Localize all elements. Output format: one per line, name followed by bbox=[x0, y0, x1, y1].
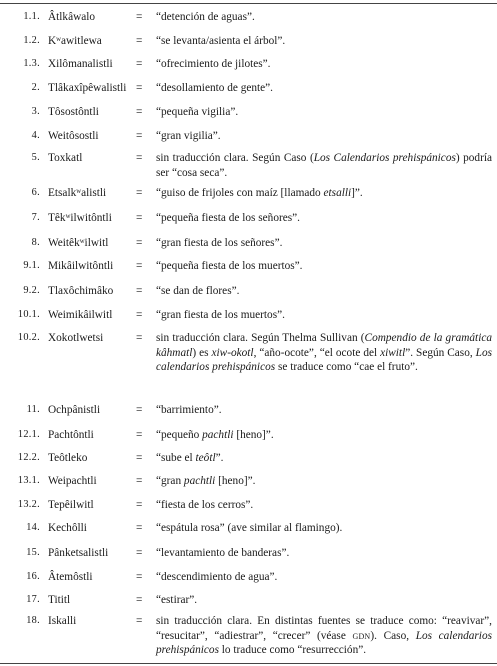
gloss-italic-segment: xiwitl bbox=[380, 346, 406, 359]
equals-sign: = bbox=[136, 452, 143, 464]
gloss-text bbox=[156, 403, 492, 418]
gloss-segment: , “año-ocote”, “el ocote del bbox=[253, 346, 381, 359]
entry-number: 16. bbox=[26, 571, 40, 582]
gloss-segment: “gran fiesta de los señores”. bbox=[156, 237, 283, 249]
nahuatl-term: Tititl bbox=[48, 594, 71, 606]
nahuatl-term: Pânketsalistli bbox=[48, 547, 109, 559]
gloss-text bbox=[156, 331, 492, 375]
nahuatl-term: Toxkatl bbox=[48, 152, 83, 164]
gloss-italic-segment: Compendio de la gramática kâhmatl bbox=[156, 332, 492, 359]
equals-sign: = bbox=[136, 475, 143, 487]
entry-number: 10.1. bbox=[17, 309, 40, 320]
gloss-segment: “pequeño bbox=[156, 429, 203, 441]
gloss-text bbox=[156, 129, 492, 144]
nahuatl-term: Iskalli bbox=[48, 615, 77, 627]
gloss-text bbox=[156, 186, 492, 201]
entry-number: 13.2. bbox=[17, 499, 40, 510]
equals-sign: = bbox=[136, 594, 143, 606]
entry-number: 9.1. bbox=[23, 260, 40, 271]
gloss-segment: “ofrecimiento de jilotes”. bbox=[156, 58, 271, 70]
gloss-segment: ). Caso, bbox=[370, 629, 416, 642]
equals-sign: = bbox=[136, 522, 143, 534]
gloss-segment: “estirar”. bbox=[156, 594, 198, 606]
equals-sign: = bbox=[136, 615, 143, 627]
equals-sign: = bbox=[136, 187, 143, 199]
gloss-text bbox=[156, 614, 492, 658]
gloss-segment: [heno]”. bbox=[215, 475, 256, 487]
gloss-segment: “levantamiento de banderas”. bbox=[156, 547, 290, 559]
gloss-text bbox=[156, 474, 492, 489]
equals-sign: = bbox=[136, 404, 143, 416]
equals-sign: = bbox=[136, 260, 143, 272]
gloss-segment: “fiesta de los cerros”. bbox=[156, 499, 254, 511]
entry-number: 7. bbox=[31, 212, 40, 223]
entry-number: 17. bbox=[26, 594, 40, 605]
gloss-text bbox=[156, 211, 492, 226]
entry-number: 18. bbox=[26, 615, 40, 626]
equals-sign: = bbox=[136, 237, 143, 249]
nahuatl-term: Kechôlli bbox=[48, 522, 87, 534]
nahuatl-term: Xokotlwetsi bbox=[48, 332, 104, 344]
nahuatl-term: Tepêilwitl bbox=[48, 499, 94, 511]
equals-sign: = bbox=[136, 82, 143, 94]
gloss-text bbox=[156, 284, 492, 299]
nahuatl-term: Teôtleko bbox=[48, 452, 88, 464]
gloss-segment: sin traducción clara. Según Thelma Sullivan ( bbox=[156, 332, 365, 344]
gloss-segment: “descendimiento de agua”. bbox=[156, 571, 278, 583]
gloss-segment: “espátula rosa” (ave similar al flamingo). bbox=[156, 522, 343, 534]
gloss-text bbox=[156, 57, 492, 72]
gloss-segment: [heno]”. bbox=[233, 429, 274, 441]
nahuatl-term: Kʷawitlewa bbox=[48, 35, 102, 47]
gloss-segment: ]”. bbox=[351, 187, 363, 199]
gloss-segment: “guiso de frijoles con maíz [llamado bbox=[156, 187, 324, 199]
gloss-segment: sin traducción clara. Según Caso ( bbox=[156, 152, 314, 164]
entry-number: 8. bbox=[31, 237, 40, 248]
nahuatl-term: Tlaxôchimâko bbox=[48, 285, 114, 297]
entry-number: 3. bbox=[31, 106, 40, 117]
gloss-segment: ”. bbox=[215, 452, 224, 464]
nahuatl-term: Mikâilwitôntli bbox=[48, 260, 114, 272]
equals-sign: = bbox=[136, 547, 143, 559]
nahuatl-term: Têkʷilwitôntli bbox=[48, 212, 112, 224]
bottom-rule bbox=[0, 663, 497, 664]
top-rule bbox=[0, 3, 497, 4]
gloss-segment: “se levanta/asienta el árbol”. bbox=[156, 35, 286, 47]
gloss-segment: se traduce como “cae el fruto”. bbox=[275, 361, 418, 373]
nahuatl-term: Weitêkʷilwitl bbox=[48, 237, 109, 249]
gloss-text bbox=[156, 546, 492, 561]
gloss-text bbox=[156, 570, 492, 585]
gloss-italic-segment: teôtl bbox=[195, 452, 216, 464]
gloss-segment: “desollamiento de gente”. bbox=[156, 82, 274, 94]
gloss-segment: “pequeña fiesta de los muertos”. bbox=[156, 260, 303, 272]
equals-sign: = bbox=[136, 152, 143, 164]
gloss-segment: “barrimiento”. bbox=[156, 404, 222, 416]
nahuatl-term: Âtemôstli bbox=[48, 571, 93, 583]
entry-number: 11. bbox=[26, 404, 40, 415]
gloss-text bbox=[156, 259, 492, 274]
entry-number: 12.2. bbox=[17, 452, 40, 463]
gloss-segment: ) es bbox=[192, 346, 212, 359]
gloss-text bbox=[156, 521, 492, 536]
equals-sign: = bbox=[136, 571, 143, 583]
gloss-text bbox=[156, 10, 492, 25]
entry-number: 13.1. bbox=[17, 475, 40, 486]
gloss-segment: “gran vigilia”. bbox=[156, 130, 221, 142]
nahuatl-term: Tlâkaxîpêwalistli bbox=[48, 82, 127, 94]
nahuatl-term: Weimikâilwitl bbox=[48, 309, 113, 321]
entry-number: 9.2. bbox=[23, 285, 40, 296]
gloss-italic-segment: pachtli bbox=[183, 475, 216, 487]
gloss-segment: “gran bbox=[156, 475, 184, 487]
equals-sign: = bbox=[136, 130, 143, 142]
entry-number: 15. bbox=[26, 547, 40, 558]
nahuatl-term: Xilômanalistli bbox=[48, 58, 113, 70]
equals-sign: = bbox=[136, 58, 143, 70]
gloss-segment: lo traduce como “resurrección”. bbox=[218, 644, 367, 656]
gloss-text bbox=[156, 151, 492, 180]
gloss-segment: “sube el bbox=[156, 452, 196, 464]
gloss-segment: sin traducción clara. En distintas fuentes se traduce como: “reavivar”, “resucitar”, “adiestrar”, “crecer” (véase bbox=[156, 615, 492, 642]
gloss-text bbox=[156, 34, 492, 49]
equals-sign: = bbox=[136, 106, 143, 118]
gloss-italic-segment: xiw-okotl bbox=[211, 346, 254, 359]
gloss-text bbox=[156, 593, 492, 608]
equals-sign: = bbox=[136, 285, 143, 297]
nahuatl-term: Weitôsostli bbox=[48, 130, 99, 142]
equals-sign: = bbox=[136, 11, 143, 23]
equals-sign: = bbox=[136, 35, 143, 47]
entry-number: 1.2. bbox=[23, 35, 40, 46]
entry-number: 4. bbox=[31, 130, 40, 141]
entry-number: 6. bbox=[31, 187, 40, 198]
gloss-italic-segment: Los calendarios prehispánicos bbox=[156, 629, 492, 656]
gloss-segment: “pequeña fiesta de los señores”. bbox=[156, 212, 300, 224]
gloss-text bbox=[156, 105, 492, 120]
entry-number: 5. bbox=[31, 152, 40, 163]
gloss-text bbox=[156, 308, 492, 323]
gloss-italic-segment: etsalli bbox=[323, 187, 352, 199]
gloss-segment: “detención de aguas”. bbox=[156, 11, 255, 23]
gloss-italic-segment: Los calendarios prehispánicos bbox=[156, 346, 492, 373]
nahuatl-term: Âtlkâwalo bbox=[48, 11, 96, 23]
equals-sign: = bbox=[136, 499, 143, 511]
gloss-segment: “se dan de flores”. bbox=[156, 285, 240, 297]
entry-number: 1.1. bbox=[23, 11, 40, 22]
gloss-text bbox=[156, 236, 492, 251]
equals-sign: = bbox=[136, 429, 143, 441]
equals-sign: = bbox=[136, 309, 143, 321]
entry-number: 2. bbox=[31, 82, 40, 93]
nahuatl-term: Weipachtli bbox=[48, 475, 97, 487]
gloss-italic-segment: pachtli bbox=[202, 429, 234, 441]
gloss-text bbox=[156, 81, 492, 96]
nahuatl-term: Tôsostôntli bbox=[48, 106, 99, 118]
equals-sign: = bbox=[136, 212, 143, 224]
gloss-segment: ) podría ser “cosa seca”. bbox=[156, 152, 492, 179]
gloss-text bbox=[156, 451, 492, 466]
gloss-text bbox=[156, 428, 492, 443]
gloss-italic-segment: Los Calendarios prehispánicos bbox=[313, 152, 456, 164]
gloss-segment: “pequeña vigilia”. bbox=[156, 106, 239, 118]
gloss-segment: “gran fiesta de los muertos”. bbox=[156, 309, 285, 321]
gloss-segment: ”. Según Caso, bbox=[405, 346, 476, 359]
entry-number: 12.1. bbox=[17, 429, 40, 440]
nahuatl-term: Etsalkʷalistli bbox=[48, 187, 107, 199]
equals-sign: = bbox=[136, 332, 143, 344]
gloss-text bbox=[156, 498, 492, 513]
nahuatl-term: Pachtôntli bbox=[48, 429, 94, 441]
nahuatl-term: Ochpânistli bbox=[48, 404, 101, 416]
entry-number: 14. bbox=[26, 522, 40, 533]
entry-number: 1.3. bbox=[23, 58, 40, 69]
gloss-segment: gdn bbox=[352, 629, 371, 642]
entry-number: 10.2. bbox=[17, 332, 40, 343]
